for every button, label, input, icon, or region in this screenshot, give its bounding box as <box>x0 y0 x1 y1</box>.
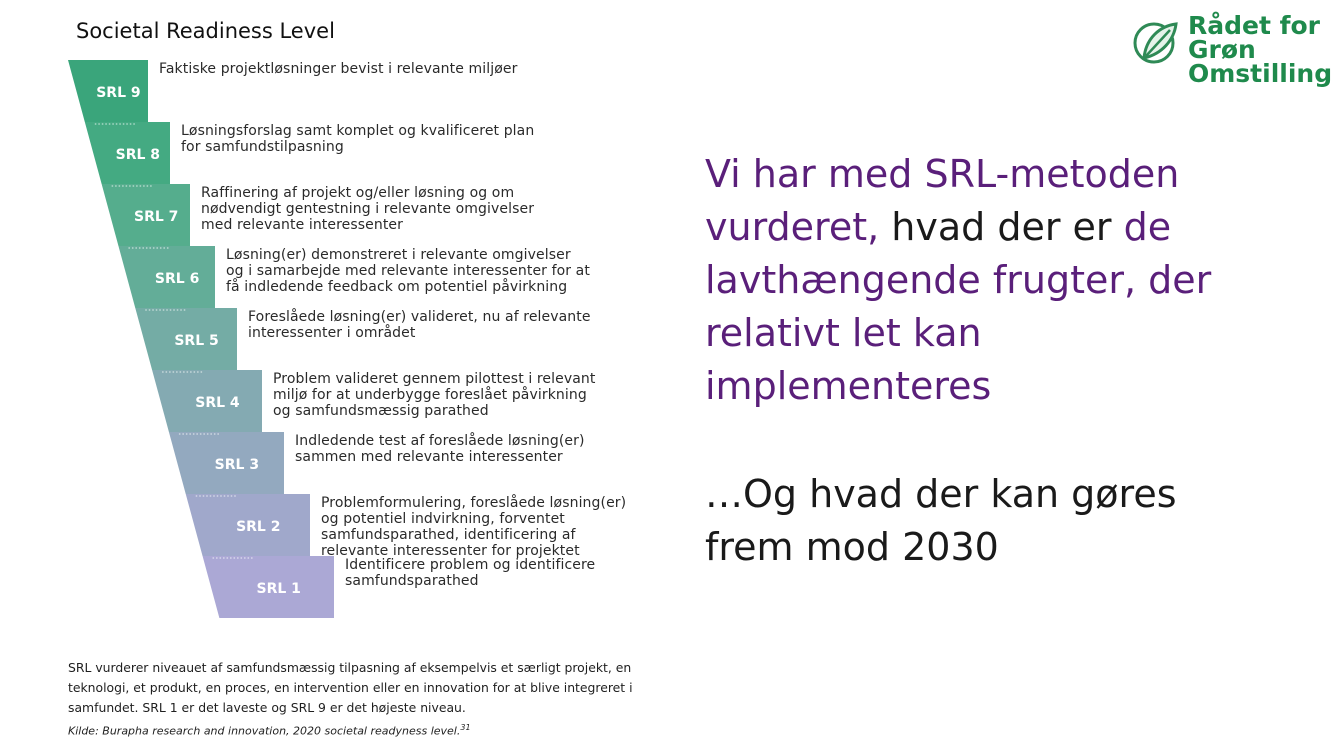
srl-step-description-line: Indledende test af foreslåede løsning(er) <box>295 433 585 449</box>
srl-step-description-line: samfundsparathed <box>345 573 479 589</box>
footnote-source <box>68 718 648 742</box>
srl-step-label: SRL 2 <box>236 519 281 535</box>
srl-step-description <box>181 123 534 155</box>
srl-step-description <box>295 433 585 465</box>
srl-step-description-line: Problemformulering, foreslåede løsning(er) <box>321 495 627 511</box>
srl-step-description-line: Identificere problem og identificere <box>345 557 596 573</box>
srl-step-description-line: Raffinering af projekt og/eller løsning og om <box>201 185 515 201</box>
srl-step-description <box>159 61 517 77</box>
footnote <box>68 658 648 742</box>
srl-step-label: SRL 7 <box>134 209 179 225</box>
slide-title: Societal Readiness Level <box>76 19 335 43</box>
srl-step-description-line: samfundsparathed, identificering af <box>321 527 576 543</box>
footnote-line-3: samfundet. SRL 1 er det laveste og SRL 9 er det højeste niveau. <box>68 700 466 715</box>
srl-step-description-line: og samfundsmæssig parathed <box>273 403 489 419</box>
srl-step-label: SRL 9 <box>96 85 141 101</box>
srl-step-description-line: nødvendigt gentestning i relevante omgivelser <box>201 201 535 217</box>
main-statement <box>705 148 1265 413</box>
srl-step-description-line: Foreslåede løsning(er) valideret, nu af relevante <box>248 309 591 325</box>
srl-step-description-line: miljø for at underbygge foreslået påvirkning <box>273 387 587 403</box>
srl-step-label: SRL 8 <box>115 147 161 163</box>
srl-step-description-line: med relevante interessenter <box>201 217 404 233</box>
srl-step-label: SRL 4 <box>195 395 240 411</box>
srl-step-description-line: Løsning(er) demonstreret i relevante omgivelser <box>226 247 571 263</box>
footnote-source-text: Kilde: Burapha research and innovation, 2020 societal readyness level. <box>68 724 461 738</box>
srl-step-description-line: få indledende feedback om potentiel påvirkning <box>226 279 568 295</box>
srl-step-description <box>321 495 626 559</box>
footnote-line-1: SRL vurderer niveauet af samfundsmæssig tilpasning af eksempelvis et særligt projekt, en <box>68 660 632 675</box>
srl-step-label: SRL 3 <box>214 457 260 473</box>
srl-step-description <box>273 371 595 419</box>
srl-step-description-line: for samfundstilpasning <box>181 139 344 155</box>
srl-step-description-line: sammen med relevante interessenter <box>295 449 563 465</box>
srl-step-description <box>345 557 595 589</box>
footnote-source-ref: 31 <box>460 723 471 732</box>
logo-line-2: Grøn <box>1188 35 1256 64</box>
main-statement-part2: hvad der er <box>891 205 1124 249</box>
srl-step-label: SRL 5 <box>174 333 219 349</box>
srl-step-description-line: og i samarbejde med relevante interessenter for at <box>226 263 590 279</box>
srl-step-description-line: og potentiel indvirkning, forventet <box>321 511 565 527</box>
main-statement-part1: Vi har med SRL-metoden vurderet, <box>705 152 1180 249</box>
logo-text <box>1188 11 1333 88</box>
main-statement-part3: de lavthængende frugter, der relativt let kan implementeres <box>705 205 1212 408</box>
srl-step-description <box>248 309 591 341</box>
srl-step-description <box>226 247 590 295</box>
footnote-line-2: teknologi, et produkt, en proces, en intervention eller en innovation for at blive integreret i <box>68 680 633 695</box>
srl-step-description-line: Problem valideret gennem pilottest i relevant <box>273 371 596 387</box>
logo-line-3: Omstilling <box>1188 59 1333 88</box>
logo <box>1132 11 1333 94</box>
srl-step-description-line: relevante interessenter for projektet <box>321 543 580 559</box>
srl-step-description <box>201 185 534 233</box>
srl-step-description-line: Løsningsforslag samt komplet og kvalificeret plan <box>181 123 535 139</box>
leaf-logo-icon <box>1132 18 1180 68</box>
sub-statement: …Og hvad der kan gøres frem mod 2030 <box>705 472 1177 569</box>
srl-step-description-line: interessenter i området <box>248 325 416 341</box>
srl-step-label: SRL 1 <box>256 581 301 597</box>
logo-line-1: Rådet for <box>1188 11 1321 40</box>
srl-step-description-line: Faktiske projektløsninger bevist i relevante miljøer <box>159 61 518 77</box>
srl-step-label: SRL 6 <box>154 271 200 287</box>
